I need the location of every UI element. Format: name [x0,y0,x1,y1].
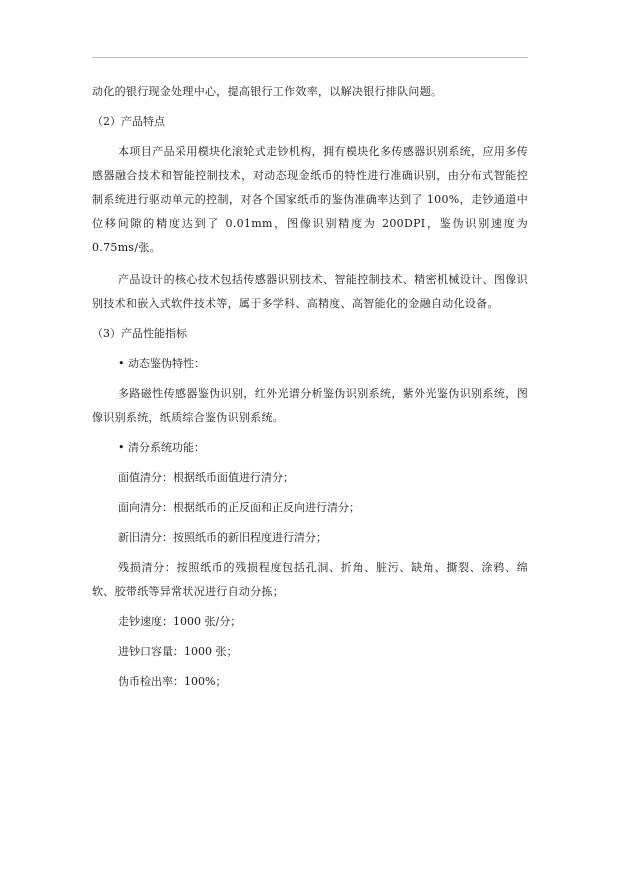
section2-paragraph-1: 本项目产品采用模块化滚轮式走钞机构，拥有模块化多传感器识别系统，应用多传感器融合技术和智能控制技术，对动态现金纸币的特性进行准确识别，由分布式智能控制系统进行驱动单元的控制，对各个国家纸币的鉴伪准确率达到了 100%，走钞通道中位移间隙的精度达到了 0.01mm，图像识别精度为 200DPI，鉴伪识别速度为 0.75ms/张。 [92,145,528,254]
header-rule [92,57,528,58]
bullet-anti-counterfeit: • 动态鉴伪特性： [118,357,205,370]
anti-counterfeit-description: 多路磁性传感器鉴伪识别，红外光谱分析鉴伪识别系统，紫外光鉴伪识别系统，图像识别系统，纸质综合鉴伪识别系统。 [92,387,528,424]
item-orientation-sorting: 面向清分：根据纸币的正反面和正反向进行清分； [118,501,360,514]
section2-paragraph-2: 产品设计的核心技术包括传感器识别技术、智能控制技术、精密机械设计、图像识别技术和嵌入式软件技术等，属于多学科、高精度、高智能化的金融自动化设备。 [92,273,528,310]
item-feed-speed: 走钞速度：1000 张/分； [118,615,242,628]
section3-heading: （3）产品性能指标 [92,327,187,340]
item-counterfeit-detection: 伪币检出率：100%； [118,675,227,688]
bullet-sorting-functions: • 清分系统功能： [118,441,205,454]
item-damage-sorting: 残损清分：按照纸币的残损程度包括孔洞、折角、脏污、缺角、撕裂、涂鸦、绵软、胶带纸等异常状况进行自动分拣； [92,561,528,598]
section2-heading: （2）产品特点 [92,115,165,128]
item-hopper-capacity: 进钞口容量：1000 张； [118,645,238,658]
item-new-old-sorting: 新旧清分：按照纸币的新旧程度进行清分； [118,531,327,544]
document-page [92,80,528,694]
intro-line: 动化的银行现金处理中心，提高银行工作效率，以解决银行排队问题。 [92,85,443,98]
item-face-value-sorting: 面值清分：根据纸币面值进行清分； [118,471,294,484]
